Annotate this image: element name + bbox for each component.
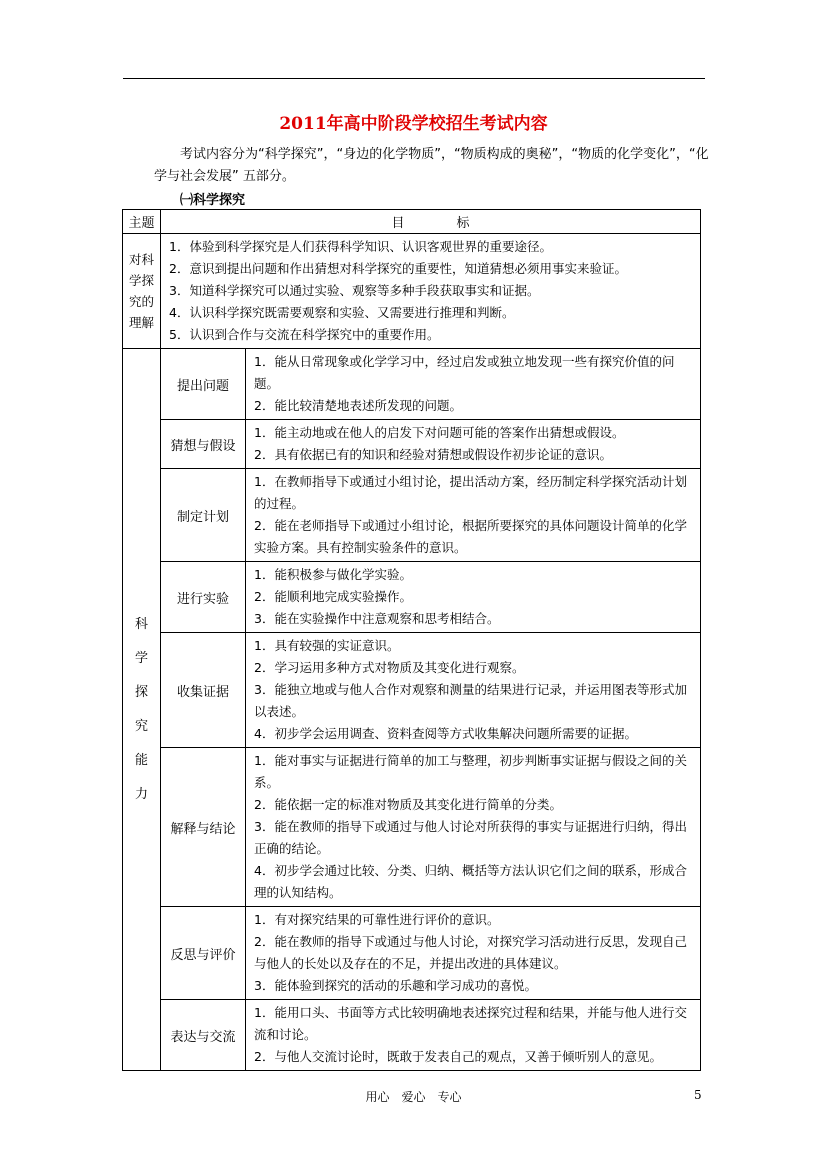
footer-motto: 用心 爱心 专心 [365,1090,462,1104]
ability-item: 2．能在老师指导下或通过小组讨论，根据所要探究的具体问题设计简单的化学实验方案。具有控制实验条件的意识。 [254,518,687,555]
ability-sub-name: 解释与结论 [161,748,246,907]
ability-item: 4．初步学会通过比较、分类、归纳、概括等方法认识它们之间的联系，形成合理的认知结构。 [254,863,687,900]
ability-item: 2．学习运用多种方式对物质及其变化进行观察。 [254,660,525,675]
ability-item: 2．能依据一定的标准对物质及其变化进行简单的分类。 [254,797,562,812]
table-header-row [123,210,701,234]
ability-item: 1．具有较强的实证意识。 [254,638,400,653]
ability-item: 1．能从日常现象或化学学习中，经过启发或独立地发现一些有探究价值的问题。 [254,354,675,391]
ability-sub-name: 进行实验 [161,562,246,633]
understanding-item: 3．知道科学探究可以通过实验、观察等多种手段获取事实和证据。 [169,283,540,298]
ability-sub-items [246,420,701,469]
ability-sub-items [246,349,701,420]
intro-paragraph: 考试内容分为“科学探究”，“身边的化学物质”，“物质构成的奥秘”，“物质的化学变化”，“化学与社会发展” 五部分。 [154,147,709,184]
ability-row [123,907,701,1000]
ability-item: 2．具有依据已有的知识和经验对猜想或假设作初步论证的意识。 [254,447,612,462]
ability-item: 2．能顺利地完成实验操作。 [254,589,412,604]
ability-item: 2．能比较清楚地表述所发现的问题。 [254,398,462,413]
ability-sub-name: 表达与交流 [161,1000,246,1071]
understanding-label: 对科学探究的理解 [123,234,161,349]
ability-label-cell [123,349,161,1071]
ability-item: 1．能积极参与做化学实验。 [254,567,412,582]
ability-sub-items [246,907,701,1000]
ability-row [123,562,701,633]
ability-row [123,748,701,907]
ability-item: 1．能对事实与证据进行简单的加工与整理，初步判断事实证据与假设之间的关系。 [254,753,687,790]
content-table [122,209,701,1071]
understanding-item: 2．意识到提出问题和作出猜想对科学探究的重要性，知道猜想必须用事实来验证。 [169,261,627,276]
ability-sub-items [246,562,701,633]
ability-sub-name: 猜想与假设 [161,420,246,469]
ability-item: 1．能用口头、书面等方式比较明确地表述探究过程和结果，并能与他人进行交流和讨论。 [254,1005,687,1042]
ability-sub-name: 反思与评价 [161,907,246,1000]
ability-row [123,633,701,748]
ability-sub-items [246,1000,701,1071]
ability-label: 科学探究能力 [134,616,148,802]
section-heading: ㈠科学探究 [180,193,246,208]
col-header-target: 目标 [161,210,701,234]
header-rule [123,78,705,79]
ability-item: 1．在教师指导下或通过小组讨论，提出活动方案，经历制定科学探究活动计划的过程。 [254,474,687,511]
ability-item: 1．能主动地或在他人的启发下对问题可能的答案作出猜想或假设。 [254,425,625,440]
ability-sub-items [246,748,701,907]
ability-row [123,349,701,420]
ability-sub-items [246,469,701,562]
ability-item: 3．能在实验操作中注意观察和思考相结合。 [254,611,500,626]
ability-item: 4．初步学会运用调查、资料查阅等方式收集解决问题所需要的证据。 [254,726,637,741]
ability-item: 3．能在教师的指导下或通过与他人讨论对所获得的事实与证据进行归纳，得出正确的结论。 [254,819,687,856]
ability-sub-name: 制定计划 [161,469,246,562]
ability-row [123,420,701,469]
understanding-row [123,234,701,349]
col-header-theme: 主题 [123,210,161,234]
understanding-items [161,234,701,349]
ability-sub-name: 收集证据 [161,633,246,748]
ability-row [123,1000,701,1071]
ability-item: 3．能体验到探究的活动的乐趣和学习成功的喜悦。 [254,978,537,993]
ability-item: 3．能独立地或与他人合作对观察和测量的结果进行记录，并运用图表等形式加以表述。 [254,682,687,719]
ability-sub-items [246,633,701,748]
understanding-item: 4．认识科学探究既需要观察和实验、又需要进行推理和判断。 [169,305,515,320]
ability-row [123,469,701,562]
page-title: 2011年高中阶段学校招生考试内容 [279,114,548,134]
ability-item: 2．与他人交流讨论时，既敢于发表自己的观点，又善于倾听别人的意见。 [254,1049,662,1064]
ability-item: 2．能在教师的指导下或通过与他人讨论，对探究学习活动进行反思，发现自己与他人的长处以及存在的不足，并提出改进的具体建议。 [254,934,687,971]
page-number: 5 [694,1088,702,1102]
understanding-item: 1．体验到科学探究是人们获得科学知识、认识客观世界的重要途径。 [169,239,552,254]
ability-sub-name: 提出问题 [161,349,246,420]
understanding-item: 5．认识到合作与交流在科学探究中的重要作用。 [169,327,440,342]
ability-item: 1．有对探究结果的可靠性进行评价的意识。 [254,912,500,927]
